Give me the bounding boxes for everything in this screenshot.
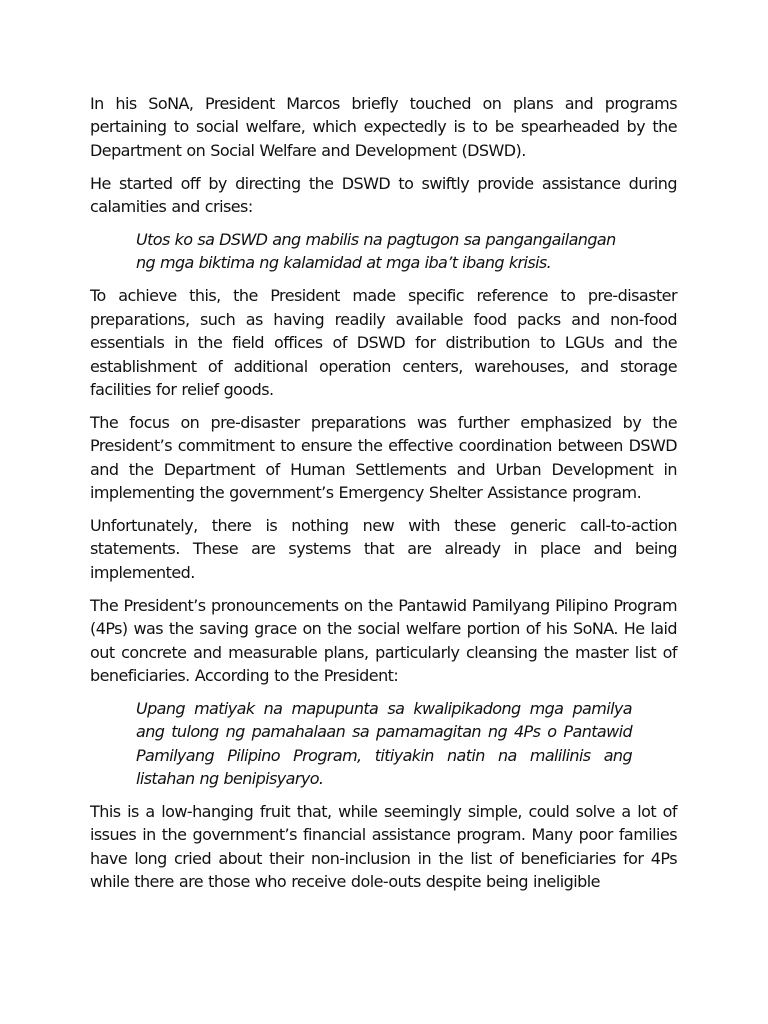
paragraph-pre-disaster-preparations: To achieve this, the President made specific reference to pre-disaster preparations, such as having readily available food packs and non-food essentials in the field offices of DSWD for distribution to LGUs and the establishment of additional operation centers, warehouses, and storage facilities for relief goods. [90, 286, 677, 399]
quote-4ps-cleansing: Upang matiyak na mapupunta sa kwalipikadong mga pamilya ang tulong ng pamahalaan sa pamamagitan ng 4Ps o Pantawid Pamilyang Pilipino Program, titiyakin natin na malilinis ang listahan ng benipisyaryo. [136, 698, 632, 789]
paragraph-coordination: The focus on pre-disaster preparations was further emphasized by the President’s commitment to ensure the effective coordination between DSWD and the Department of Human Settlements and Urban Development in implementing the government’s Emergency Shelter Assistance program. [90, 412, 677, 503]
document-body [90, 92, 677, 903]
paragraph-4ps-pronouncements: The President’s pronouncements on the Pantawid Pamilyang Pilipino Program (4Ps) was the saving grace on the social welfare portion of his SoNA. He laid out concrete and measurable plans, particularly cleansing the master list of beneficiaries. According to the President: [90, 595, 677, 685]
paragraph-nothing-new: Unfortunately, there is nothing new with these generic call-to-action statements. These are systems that are already in place and being implemented. [90, 516, 677, 582]
paragraph-low-hanging-fruit: This is a low-hanging fruit that, while seemingly simple, could solve a lot of issues in the government’s financial assistance program. Many poor families have long cried about their non-inclusion in the list of beneficiaries for 4Ps while there are those who receive dole-outs despite being ineligible [90, 801, 677, 892]
paragraph-sona-intro: In his SoNA, President Marcos briefly touched on plans and programs pertaining to social welfare, which expectedly is to be spearheaded by the Department on Social Welfare and Development (DSWD). [90, 94, 677, 160]
quote-dswd-directive: Utos ko sa DSWD ang mabilis na pagtugon sa pangangailangan ng mga biktima ng kalamidad at mga iba’t ibang krisis. [136, 230, 616, 273]
paragraph-dswd-directive: He started off by directing the DSWD to swiftly provide assistance during calamities and crises: [90, 173, 677, 217]
